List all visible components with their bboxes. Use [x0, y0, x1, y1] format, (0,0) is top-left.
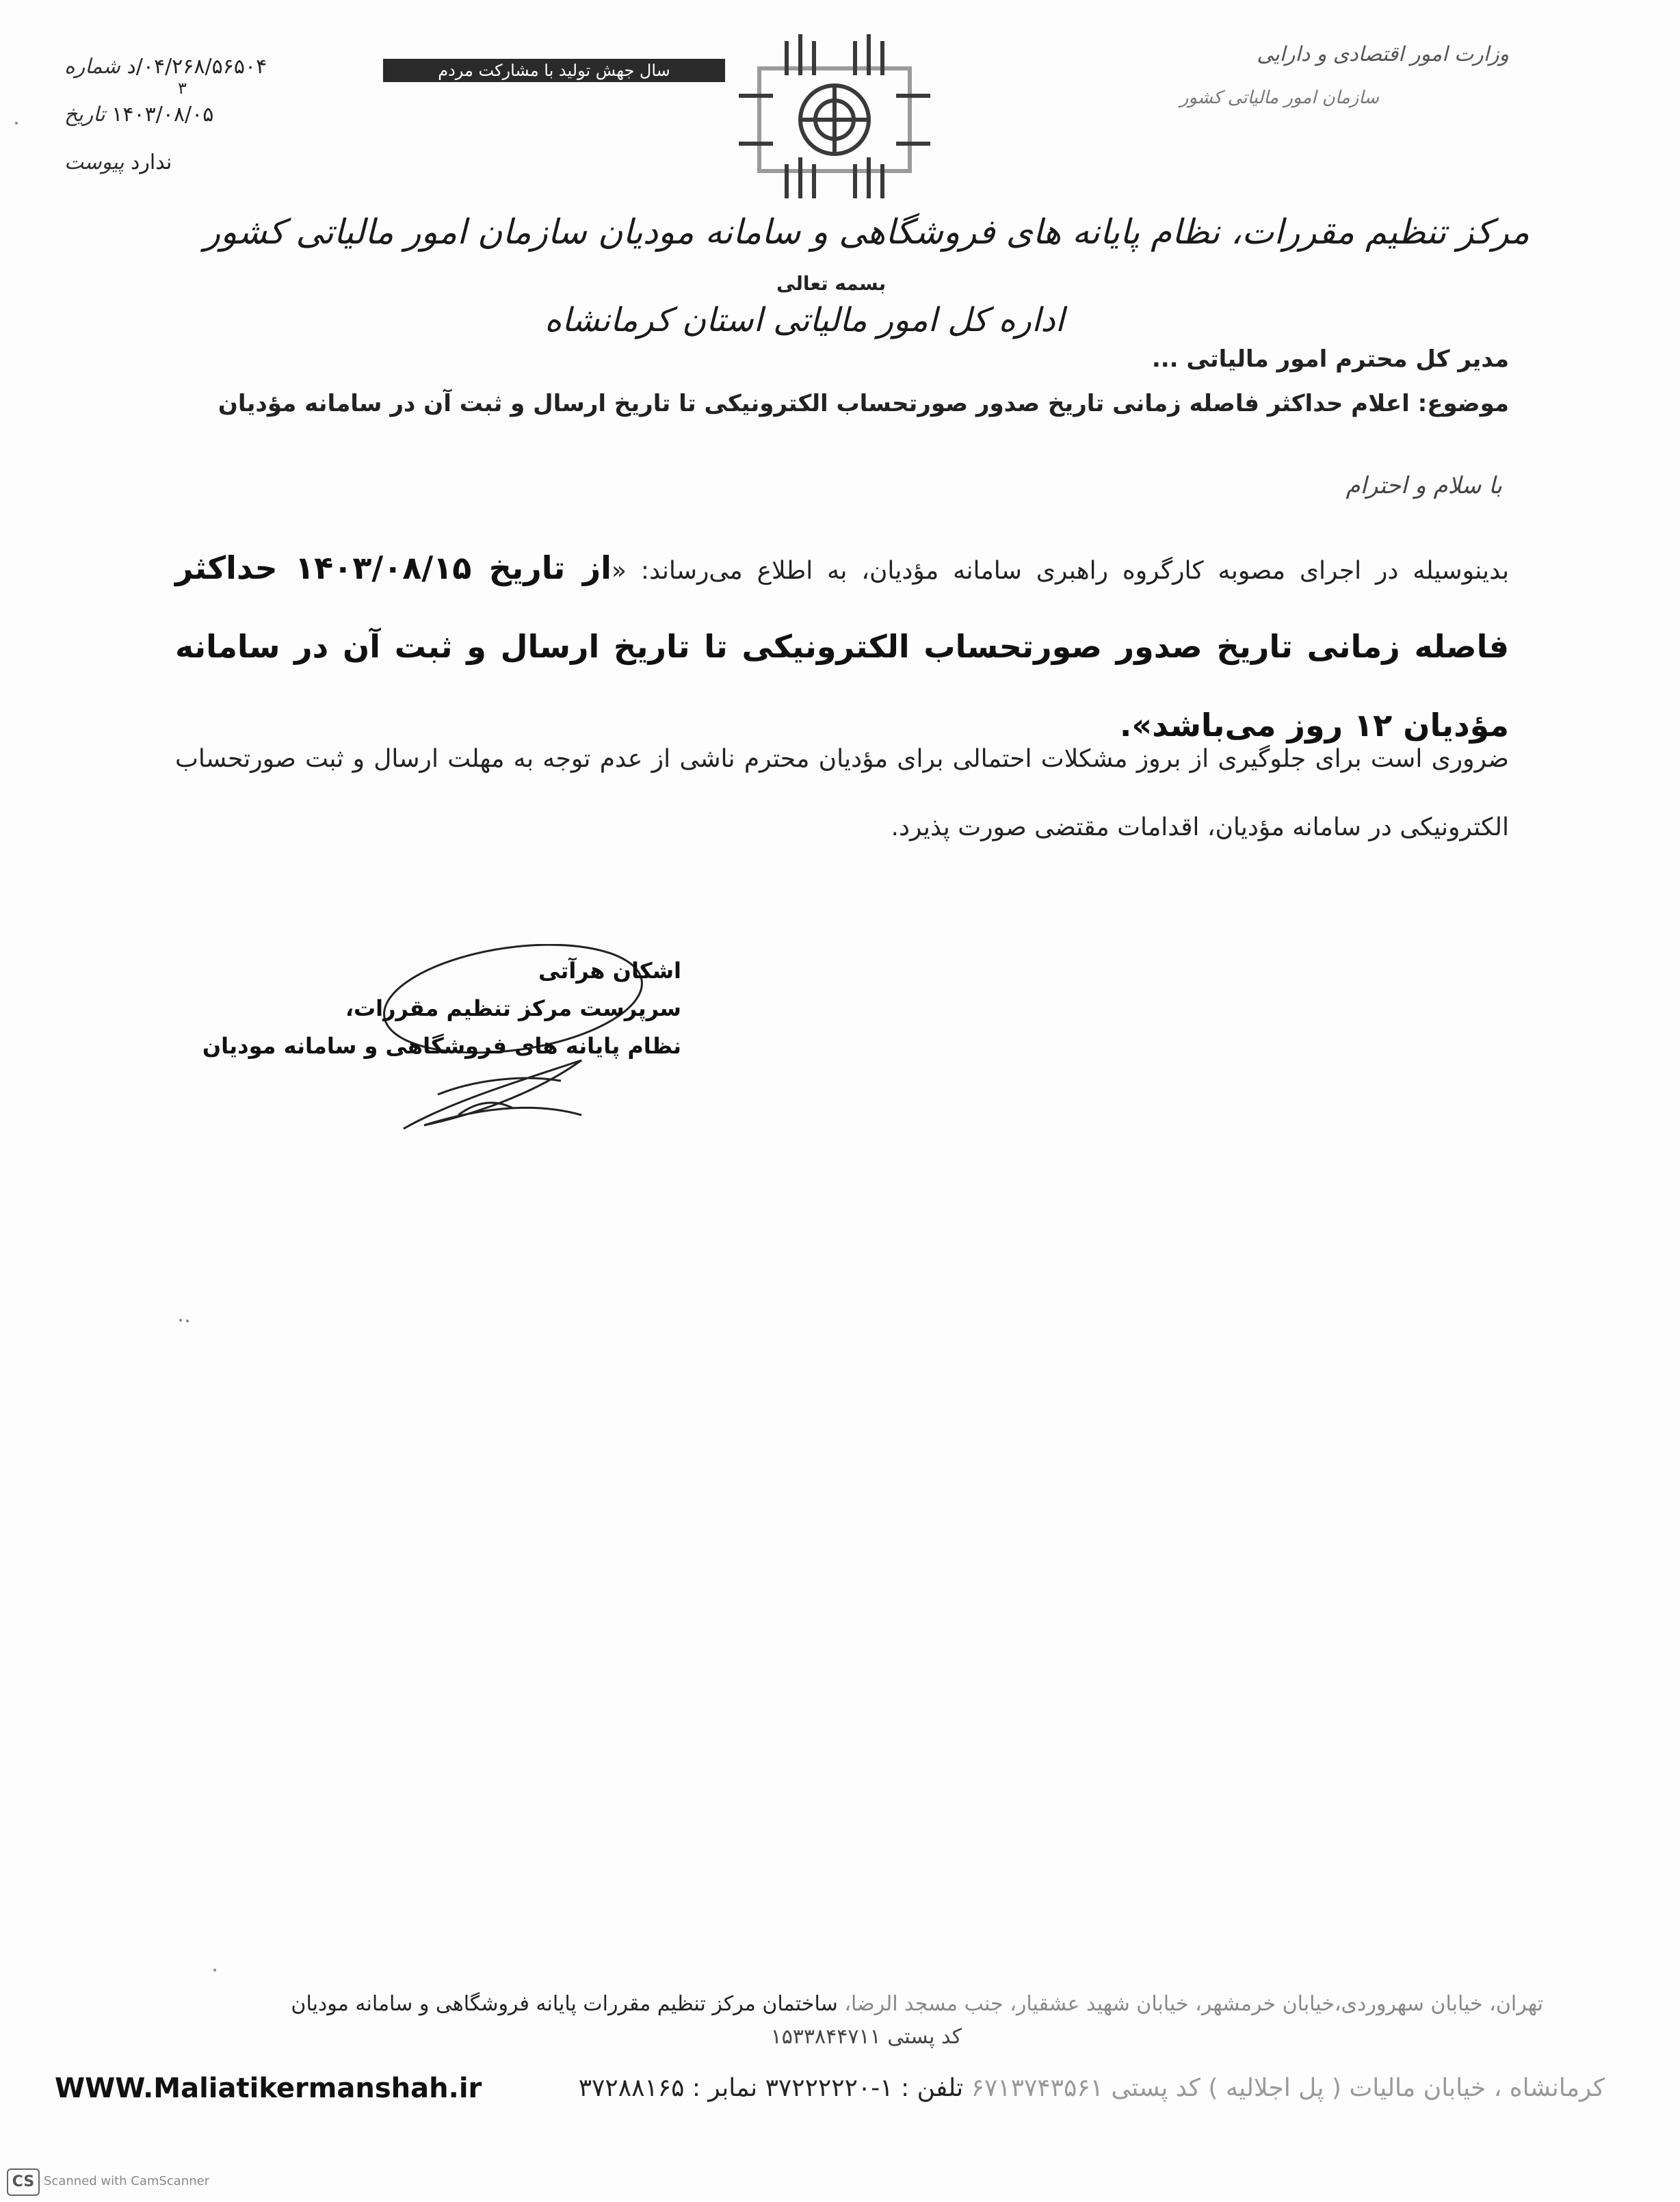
- letter-date-label: تاریخ: [64, 103, 105, 127]
- body-paragraph-2: ضروری است برای جلوگیری از بروز مشکلات احتمالی برای مؤدیان محترم ناشی از عدم توجه به مهلت ارسال و ثبت صورتحساب الکترونیکی در سامانه مؤدیان، اقدامات مقتضی صورت پذیرد.: [175, 745, 1509, 841]
- ministry-subtitle: سازمان امور مالیاتی کشور: [1179, 88, 1379, 108]
- letter-number-value: ۰۴/۲۶۸/۵۶۵۰۴/د: [127, 55, 267, 79]
- letter-date-value: ۱۴۰۳/۰۸/۰۵: [111, 103, 214, 127]
- letter-attachment: [55, 150, 172, 174]
- footer-website: WWW.Maliatikermanshah.ir: [55, 2073, 482, 2104]
- letter-subject: موضوع: اعلام حداکثر فاصله زمانی تاریخ صدور صورتحساب الکترونیکی تا تاریخ ارسال و ثبت آن در سامانه مؤدیان: [218, 390, 1509, 417]
- footer-postal-code: کد پستی ۱۵۳۳۸۴۴۷۱۱: [770, 2025, 962, 2049]
- camscanner-logo-icon: CS: [7, 2168, 40, 2196]
- footer-address-part-2: ساختمان مرکز تنظیم مقررات پایانه فروشگاهی و سامانه مودیان: [291, 1992, 838, 2016]
- sender-line: مرکز تنظیم مقررات، نظام پایانه های فروشگاهی و سامانه مودیان سازمان امور مالیاتی کشور: [204, 212, 1530, 252]
- para1-bold: از تاریخ ۱۴۰۳/۰۸/۱۵ حداکثر فاصله زمانی تاریخ صدور صورتحساب الکترونیکی تا تاریخ ارسال و ثبت آن در سامانه مؤدیان ۱۲ روز می‌باشد: [175, 549, 1509, 744]
- letter-attachment-value: ندارد: [131, 150, 172, 174]
- greeting: با سلام و احترام: [1346, 472, 1502, 499]
- basmala: بسمه تعالی: [776, 272, 887, 295]
- scan-speck: [213, 1969, 216, 1971]
- footer-address: [175, 1987, 1543, 2021]
- letter-number: [55, 55, 267, 79]
- letter-number-suffix: ۳: [178, 79, 187, 98]
- para1-intro: بدینوسیله در اجرای مصوبه کارگروه راهبری سامانه مؤدیان، به اطلاع می‌رساند: «: [611, 557, 1509, 585]
- para1-end: ».: [1119, 707, 1153, 744]
- scan-speck: [15, 122, 18, 124]
- footer-address-part-1: تهران، خیابان سهروردی،خیابان خرمشهر، خیابان شهید عشقیار، جنب مسجد الرضا،: [844, 1992, 1543, 2016]
- camscanner-label: Scanned with CamScanner: [44, 2174, 210, 2188]
- letter-number-label: شماره: [64, 55, 120, 79]
- ministry-title: وزارت امور اقتصادی و دارایی: [1257, 42, 1509, 66]
- footer-contact: [579, 2074, 1605, 2102]
- slogan-banner: سال جهش تولید با مشارکت مردم: [383, 59, 725, 82]
- scan-speck: [179, 1319, 182, 1322]
- emblem-icon: [732, 27, 937, 205]
- letter-attachment-label: پیوست: [64, 150, 124, 174]
- footer-contact-address: کرمانشاه ، خیابان مالیات ( پل اجلالیه ) کد پستی ۶۷۱۳۷۴۳۵۶۱: [971, 2074, 1605, 2102]
- signatory-name: اشکان هرآتی: [538, 958, 681, 984]
- signatory-title-2: نظام پایانه های فروشگاهی و سامانه مودیان: [202, 1033, 681, 1059]
- signatory-title-1: سرپرست مرکز تنظیم مقررات،: [345, 995, 681, 1021]
- letter-date: [55, 103, 213, 127]
- recipient-title: مدیر کل محترم امور مالیاتی ...: [1151, 345, 1509, 373]
- scan-speck: [186, 1320, 189, 1322]
- recipient-office: اداره کل امور مالیاتی استان کرمانشاه: [544, 301, 1064, 339]
- footer-contact-phones: تلفن : ۱-۳۷۲۲۲۲۲۰ نمابر : ۳۷۲۸۸۱۶۵: [578, 2074, 964, 2102]
